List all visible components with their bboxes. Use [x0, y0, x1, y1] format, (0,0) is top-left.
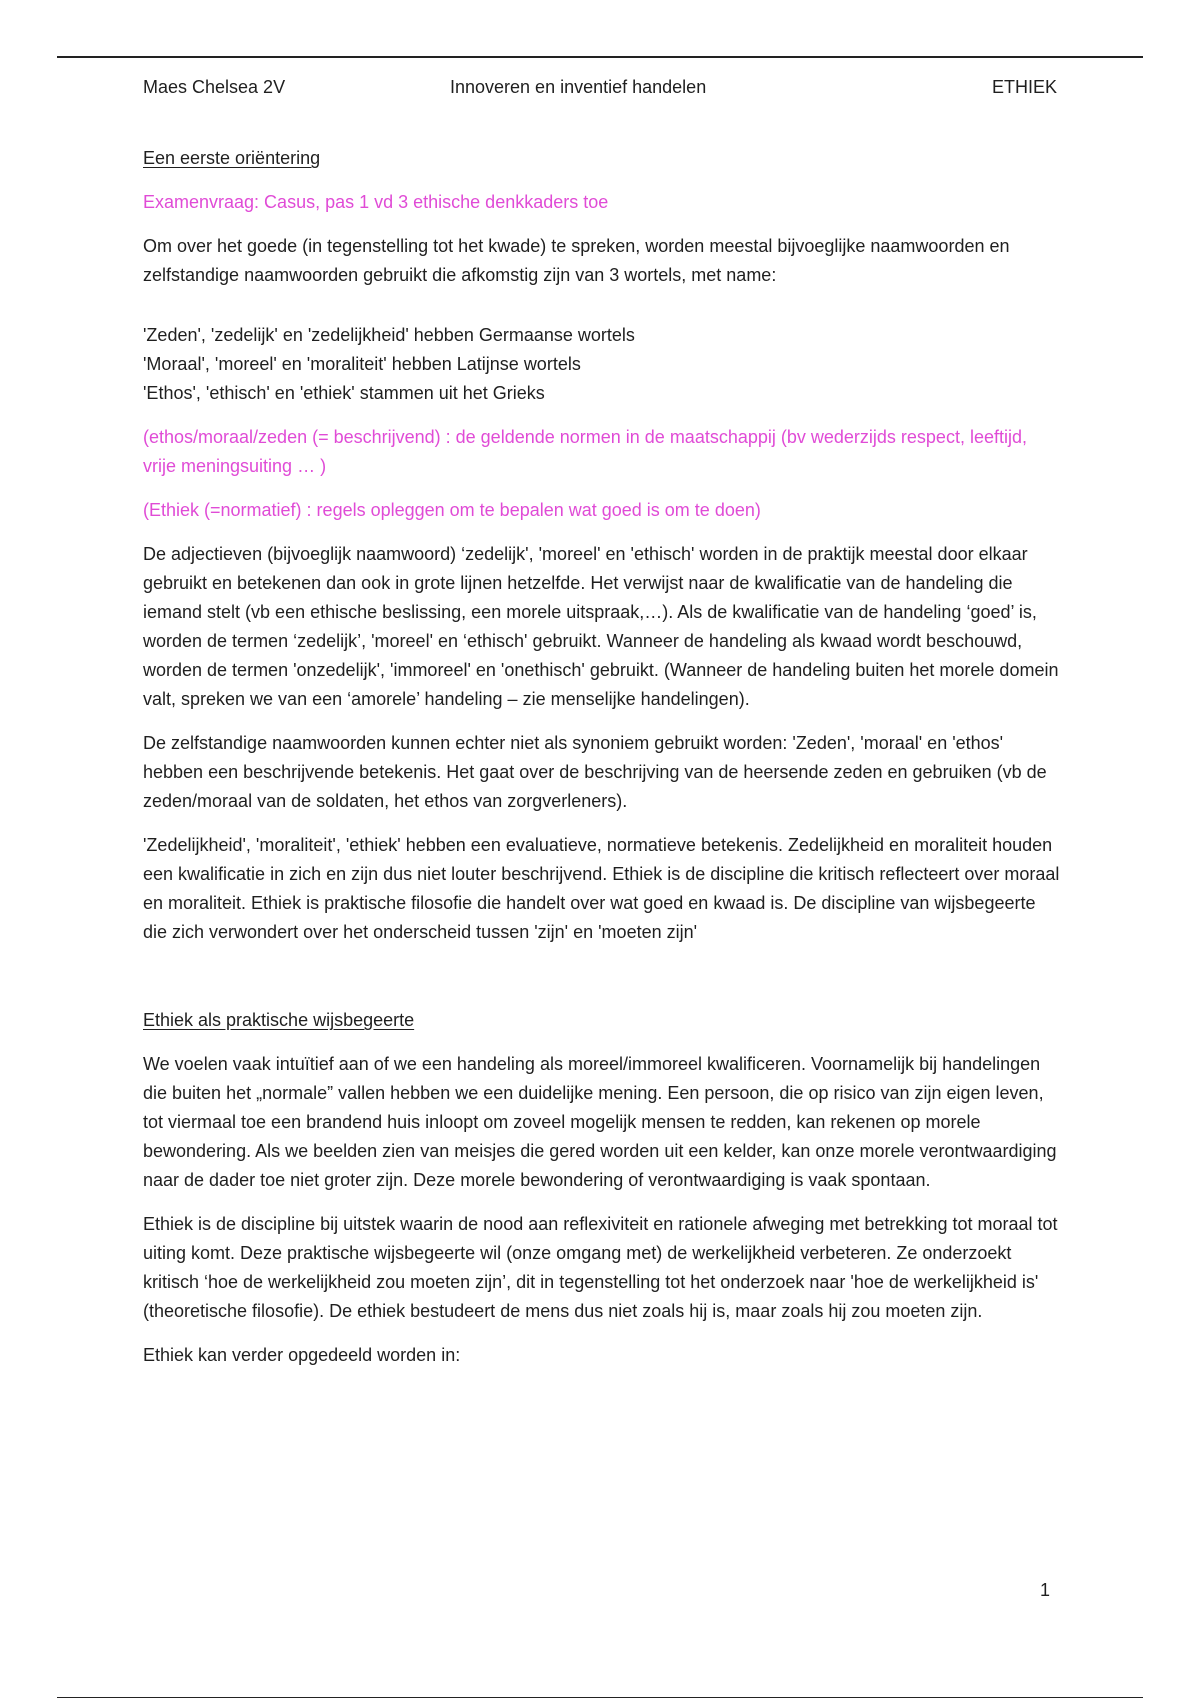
header-course: Innoveren en inventief handelen: [450, 77, 707, 97]
header-author: Maes Chelsea 2V: [143, 77, 286, 97]
section-heading-orientation: Een eerste oriëntering: [143, 148, 321, 168]
paragraph-normative: 'Zedelijkheid', 'moraliteit', 'ethiek' hebben een evaluatieve, normatieve betekenis. Zedelijkheid en moraliteit houden een kwalificatie in zich en zijn dus niet louter beschrijvend. Ethiek is de discipline die kritisch reflecteert over moraal en moraliteit. Ethiek is praktische filosofie die handelt over wat goed en kwaad is. De discipline van wijsbegeerte die zich verwondert over het onderscheid tussen 'zijn' en 'moeten zijn': [143, 835, 1060, 942]
spacer: [143, 305, 1063, 321]
header-subject: ETHIEK: [991, 77, 1057, 97]
root-line: 'Moraal', 'moreel' en 'moraliteit' hebben Latijnse wortels: [143, 354, 581, 374]
intro-paragraph: Om over het goede (in tegenstelling tot het kwade) te spreken, worden meestal bijvoeglijke naamwoorden en zelfstandige naamwoorden gebruikt die afkomstig zijn van 3 wortels, met name:: [143, 236, 1010, 285]
note-descriptive: (ethos/moraal/zeden (= beschrijvend) : de geldende normen in de maatschappij (bv wederzijds respect, leeftijd, vrije meningsuiting … ): [143, 427, 1027, 476]
document-body: [143, 144, 1063, 1385]
paragraph-adjectives: De adjectieven (bijvoeglijk naamwoord) ‘zedelijk', 'moreel' en 'ethisch' worden in de praktijk meestal door elkaar gebruikt en betekenen dan ook in grote lijnen hetzelfde. Het verwijst naar de kwalificatie van de handeling die iemand stelt (vb een ethische beslissing, een morele uitspraak,…). Als de kwalificatie van de handeling ‘goed’ is, worden de termen ‘zedelijk’, 'moreel' en ‘ethisch' gebruikt. Wanneer de handeling als kwaad wordt beschouwd, worden de termen 'onzedelijk', 'immoreel' en 'onethisch' gebruikt. (Wanneer de handeling buiten het morele domein valt, spreken we van een ‘amorele’ handeling – zie menselijke handelingen).: [143, 544, 1059, 709]
root-line: 'Ethos', 'ethisch' en 'ethiek' stammen uit het Grieks: [143, 383, 545, 403]
paragraph-nouns: De zelfstandige naamwoorden kunnen echter niet als synoniem gebruikt worden: 'Zeden', 'moraal' en 'ethos' hebben een beschrijvende betekenis. Het gaat over de beschrijving van de heersende zeden en gebruiken (vb de zeden/moraal van de soldaten, het ethos van zorgverleners).: [143, 733, 1047, 811]
paragraph-discipline: Ethiek is de discipline bij uitstek waarin de nood aan reflexiviteit en rationele afweging met betrekking tot moraal tot uiting komt. Deze praktische wijsbegeerte wil (onze omgang met) de werkelijkheid verbeteren. Ze onderzoekt kritisch ‘hoe de werkelijkheid zou moeten zijn’, dit in tegenstelling tot het onderzoek naar 'hoe de werkelijkheid is' (theoretische filosofie). De ethiek bestudeert de mens dus niet zoals hij is, maar zoals hij zou moeten zijn.: [143, 1214, 1058, 1321]
footer-rule: [57, 1697, 1143, 1698]
page-header: [143, 74, 1057, 100]
root-line: 'Zeden', 'zedelijk' en 'zedelijkheid' hebben Germaanse wortels: [143, 325, 635, 345]
exam-question: Examenvraag: Casus, pas 1 vd 3 ethische denkkaders toe: [143, 192, 609, 212]
roots-list: [143, 321, 1063, 408]
paragraph-subdivision: Ethiek kan verder opgedeeld worden in:: [143, 1345, 461, 1365]
header-rule: [57, 56, 1143, 58]
paragraph-intuition: We voelen vaak intuïtief aan of we een handeling als moreel/immoreel kwalificeren. Voornamelijk bij handelingen die buiten het „normale” vallen hebben we een duidelijke mening. Een persoon, die op risico van zijn eigen leven, tot viermaal toe een brandend huis inloopt om zoveel mogelijk mensen te redden, kan rekenen op morele bewondering. Als we beelden zien van meisjes die gered worden uit een kelder, kan onze morele verontwaardiging naar de dader toe niet groter zijn. Deze morele bewondering of verontwaardiging is vaak spontaan.: [143, 1054, 1057, 1190]
page-number: 1: [1040, 1580, 1051, 1600]
section-heading-practical-philosophy: Ethiek als praktische wijsbegeerte: [143, 1010, 415, 1030]
spacer: [143, 962, 1063, 1006]
note-normative: (Ethiek (=normatief) : regels opleggen om te bepalen wat goed is om te doen): [143, 500, 761, 520]
